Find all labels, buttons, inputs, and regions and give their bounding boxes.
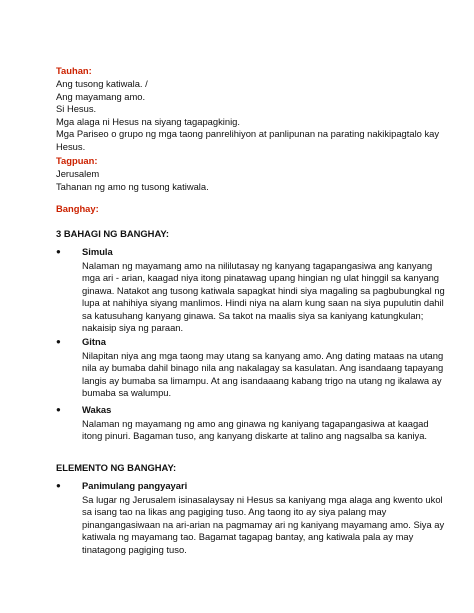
bullet-icon: ● [56, 337, 61, 346]
tauhan-line: Ang tusong katiwala. / [56, 78, 148, 89]
tauhan-heading: Tauhan: [56, 65, 92, 76]
banghay-heading: Banghay: [56, 203, 99, 214]
tagpuan-list [56, 168, 209, 193]
item-line: lupa at nahihiya siyang manlimos. Hindi niya na alam kung saan na siya pupulutin dahil [82, 297, 444, 309]
tagpuan-line: Jerusalem [56, 168, 100, 179]
item-line: Nalaman ng mayamang amo na nililutasay ng kanyang tagapangasiwa ang kanyang [82, 259, 433, 271]
tauhan-line: Mga Pariseo o grupo ng mga taong panrelihiyon at panlipunan na parating nakikipagtalo kay [56, 128, 440, 140]
item-title: Panimulang pangyayari [82, 480, 188, 491]
item-line: itong pinuri. Bagaman tuso, ang kanyang diskarte at talino ang nagsalba sa kaniya. [82, 430, 428, 442]
bahagi-heading: 3 BAHAGI NG BANGHAY: [56, 228, 170, 239]
item-line: langis ay bumaba sa limampu. At ang isandaaang kabang trigo na utang ng ikalawa ay [82, 374, 442, 386]
bullet-icon: ● [56, 405, 61, 414]
item-line: katiwala ng mayamang tao. Bagamat tagapag bantay, ang katiwala pala ay may [82, 531, 414, 543]
item-line: sa isang tao na likas ang pagiging tuso. Ang taong ito ay siya palang may [82, 506, 387, 518]
item-line: Sa lugar ng Jerusalem isinasalaysay ni Hesus sa kaniyang mga alaga ang kwento ukol [82, 493, 443, 505]
item-line: sa katusuhang kanyang ginawa. Sa takot na maalis siya sa kaniyang katungkulan; [82, 309, 424, 321]
item-line: nakaisip siya ng paraan. [82, 322, 184, 334]
item-title: Simula [82, 246, 113, 257]
tagpuan-line: Tahanan ng amo ng tusong katiwala. [56, 180, 209, 192]
item-body [82, 418, 429, 443]
item-line: Nilapitan niya ang mga taong may utang sa kanyang amo. Ang dating mataas na utang [82, 349, 444, 361]
tagpuan-heading: Tagpuan: [56, 155, 98, 166]
tauhan-list [56, 78, 439, 154]
bullet-icon: ● [56, 481, 61, 490]
item-line: ginawa. Natakot ang tusong katiwala sapagkat hindi siya magaling sa pagbubungkal ng [82, 284, 445, 296]
bullet-icon: ● [56, 247, 61, 256]
item-line: bumaba sa walumpu. [82, 387, 172, 399]
item-line: tinatagong pagiging tuso. [82, 543, 187, 555]
item-body [82, 494, 444, 557]
elemento-heading: ELEMENTO NG BANGHAY: [56, 462, 177, 473]
tauhan-line: Si Hesus. [56, 103, 97, 115]
item-body [82, 260, 445, 336]
item-line: nila ay bumaba dahil binago nila ang nakalagay sa kasulatan. Ang isandaang tapayang [82, 362, 444, 374]
item-title: Wakas [82, 404, 112, 415]
tauhan-line: Hesus. [56, 140, 86, 152]
tauhan-line: Ang mayamang amo. [56, 90, 146, 102]
item-line: pinangangasiwaan na ari-arian na pagmamay ari ng kaniyang mayamang amo. Siya ay [82, 518, 445, 530]
item-body [82, 350, 443, 400]
item-line: mga ari - arian, kaagad niya itong pinatawag upang hingian ng ulat hinggil sa kanyang [82, 272, 440, 284]
tauhan-line: Mga alaga ni Hesus na siyang tagapagkinig. [56, 115, 240, 127]
item-line: Nalaman ng mayamang ng amo ang ginawa ng kaniyang tagapangasiwa at kaagad [82, 417, 429, 429]
item-title: Gitna [82, 336, 106, 347]
